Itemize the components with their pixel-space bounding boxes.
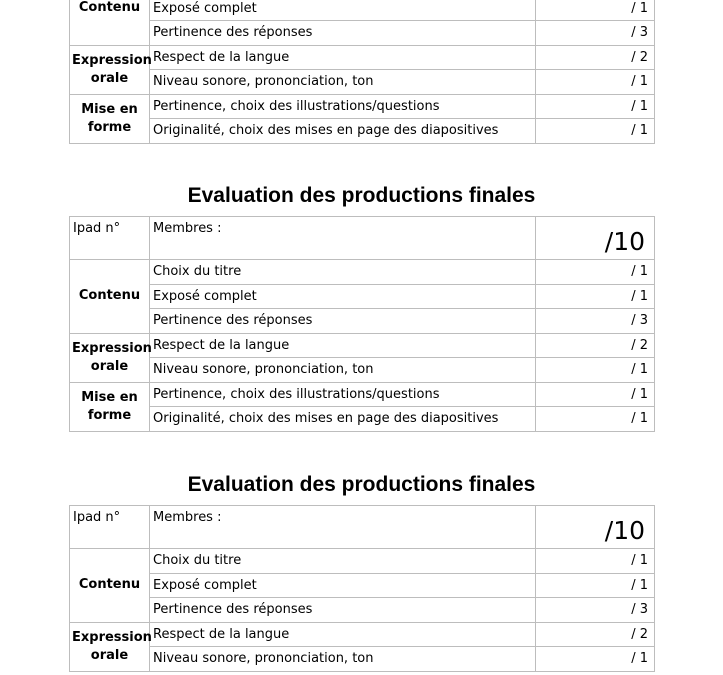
criterion-label: Niveau sonore, prononciation, ton [150,70,536,95]
criterion-label: Choix du titre [150,260,536,285]
members-field[interactable]: Membres : [150,506,536,549]
category-contenu: Contenu [70,0,150,45]
table-row [70,382,655,407]
criterion-label: Exposé complet [150,573,536,598]
evaluation-table-3 [69,505,654,672]
criterion-score: / 1 [536,284,655,309]
criterion-label: Niveau sonore, prononciation, ton [150,647,536,672]
criterion-label: Niveau sonore, prononciation, ton [150,358,536,383]
criterion-label: Respect de la langue [150,45,536,70]
criterion-score: / 1 [536,382,655,407]
table-row [70,549,655,574]
table-header-row [70,217,655,260]
table-row [70,573,655,598]
criterion-score: / 1 [536,0,655,21]
evaluation-table-2 [69,216,654,432]
criterion-score: / 1 [536,260,655,285]
criterion-label: Pertinence des réponses [150,309,536,334]
criterion-label: Pertinence, choix des illustrations/questions [150,94,536,119]
section-title: Evaluation des productions finales [187,184,536,207]
table-header-row [70,506,655,549]
category-mise-en-forme: Mise en forme [70,382,150,431]
criterion-label: Respect de la langue [150,333,536,358]
total-score: /10 [536,506,655,549]
category-contenu: Contenu [70,260,150,334]
criterion-score: / 1 [536,549,655,574]
criterion-score: / 3 [536,598,655,623]
evaluation-table-1 [69,0,654,144]
table-row [70,598,655,623]
table-row [70,309,655,334]
table-row [70,94,655,119]
table-row [70,119,655,144]
criterion-score: / 3 [536,309,655,334]
table-row [70,284,655,309]
ipad-number-field[interactable]: Ipad n° [70,506,150,549]
criterion-label: Pertinence des réponses [150,21,536,46]
criterion-score: / 1 [536,573,655,598]
total-score: /10 [536,217,655,260]
criterion-score: / 1 [536,119,655,144]
criterion-score: / 2 [536,333,655,358]
criterion-label: Pertinence, choix des illustrations/questions [150,382,536,407]
category-expression: Expression orale [70,333,150,382]
criterion-label: Choix du titre [150,549,536,574]
criterion-score: / 1 [536,647,655,672]
criterion-score: / 1 [536,94,655,119]
section-title: Evaluation des productions finales [187,473,536,496]
members-field[interactable]: Membres : [150,217,536,260]
table-row [70,622,655,647]
criterion-label: Originalité, choix des mises en page des diapositives [150,119,536,144]
table-row [70,70,655,95]
table-row [70,647,655,672]
ipad-number-field[interactable]: Ipad n° [70,217,150,260]
criterion-label: Respect de la langue [150,622,536,647]
criterion-label: Exposé complet [150,284,536,309]
table-row [70,45,655,70]
table-row [70,21,655,46]
criterion-label: Exposé complet [150,0,536,21]
criterion-label: Pertinence des réponses [150,598,536,623]
criterion-score: / 3 [536,21,655,46]
criterion-score: / 2 [536,45,655,70]
table-row [70,358,655,383]
category-contenu: Contenu [70,549,150,623]
criterion-label: Originalité, choix des mises en page des diapositives [150,407,536,432]
category-expression: Expression orale [70,45,150,94]
criterion-score: / 1 [536,407,655,432]
table-row [70,407,655,432]
category-mise-en-forme: Mise en forme [70,94,150,143]
table-row [70,333,655,358]
table-row [70,260,655,285]
criterion-score: / 2 [536,622,655,647]
criterion-score: / 1 [536,70,655,95]
table-row [70,0,655,21]
category-expression: Expression orale [70,622,150,671]
criterion-score: / 1 [536,358,655,383]
